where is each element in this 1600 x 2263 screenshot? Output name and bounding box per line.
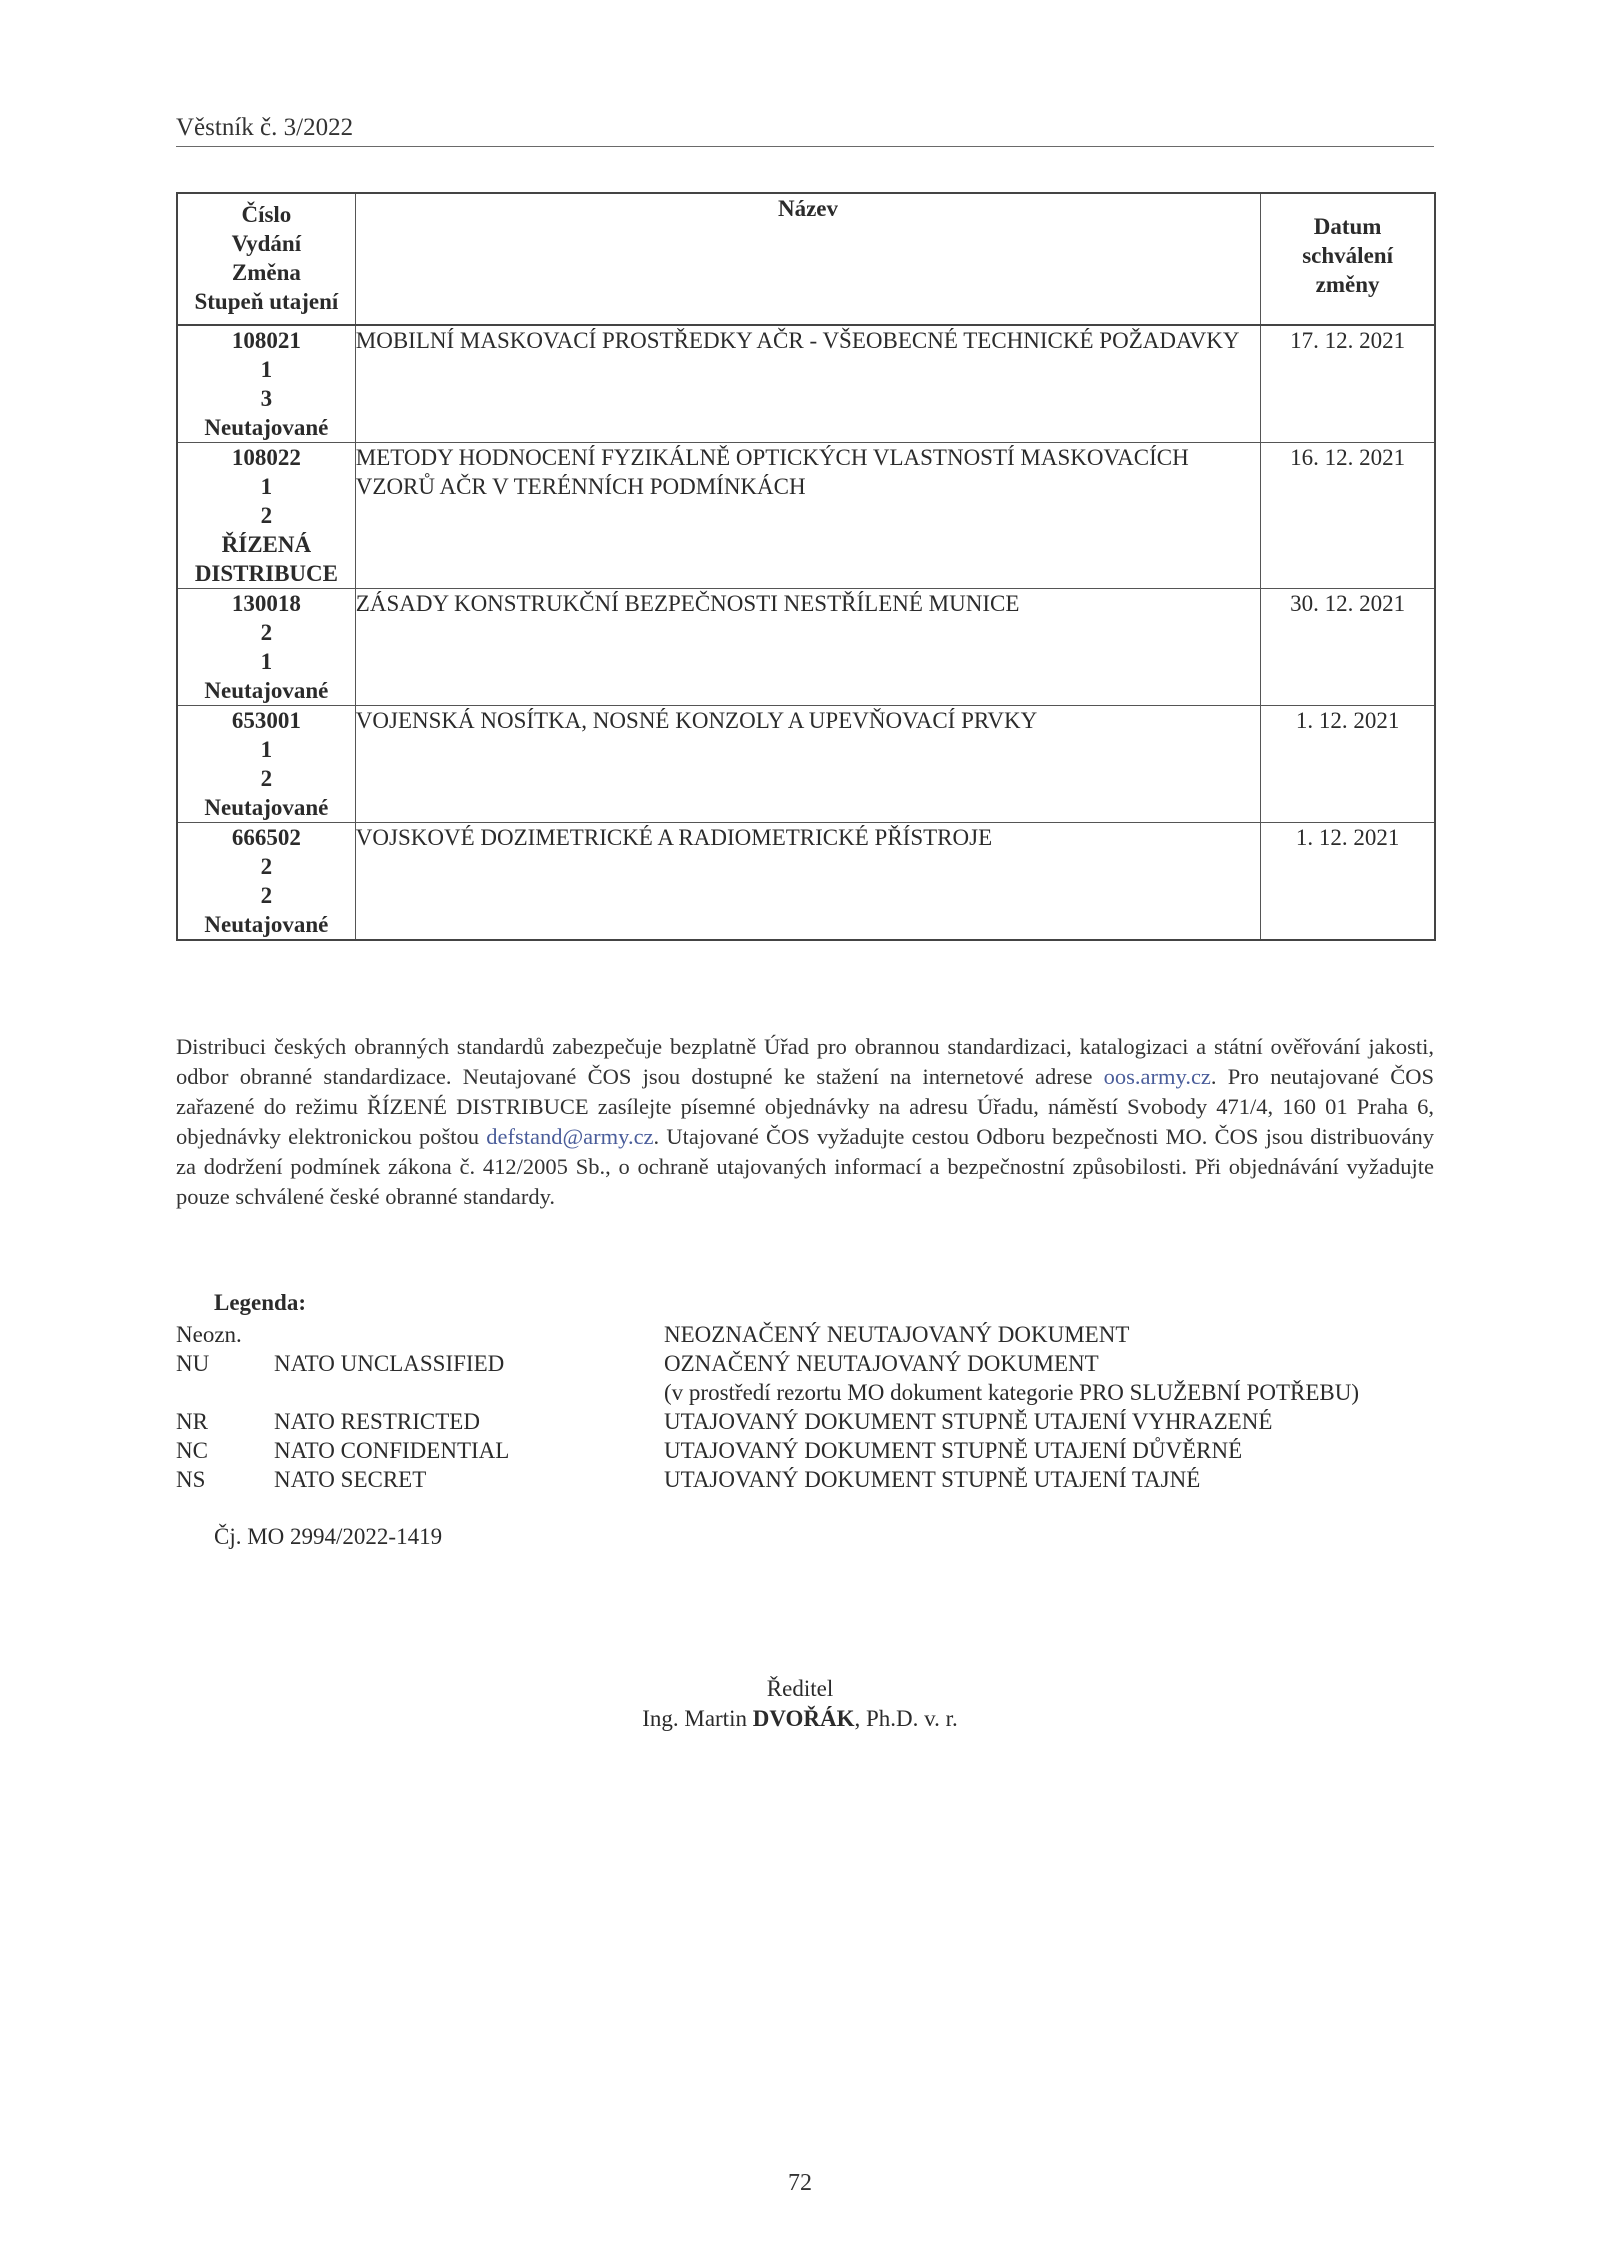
legend-nato-term: NATO SECRET: [274, 1467, 427, 1492]
legend-czech-term: UTAJOVANÝ DOKUMENT STUPNĚ UTAJENÍ DŮVĚRNÉ: [664, 1438, 1243, 1463]
approval-date: 17. 12. 2021: [1261, 325, 1435, 443]
signature-name: [0, 1704, 1600, 1734]
legend-czech-term: NEOZNAČENÝ NEUTAJOVANÝ DOKUMENT: [664, 1322, 1130, 1347]
edition: 1: [260, 474, 273, 499]
approval-date: 1. 12. 2021: [1261, 823, 1435, 941]
legend-nato-term: NATO RESTRICTED: [274, 1409, 480, 1434]
standard-number: 653001: [231, 708, 301, 733]
reference-number: Čj. MO 2994/2022-1419: [214, 1524, 443, 1549]
legend-abbreviation: NC: [176, 1438, 208, 1463]
standard-number: 666502: [231, 825, 301, 850]
table-row: [177, 589, 1435, 706]
standard-name: ZÁSADY KONSTRUKČNÍ BEZPEČNOSTI NESTŘÍLENÉ MUNICE: [355, 589, 1260, 706]
header-divider: [176, 146, 1434, 147]
table-row: [177, 325, 1435, 443]
header-date-line: Datum: [1313, 214, 1382, 239]
paragraph-text: . Pro neutajované ČOS zařazené do režimu ŘÍZENÉ DISTRIBUCE zasílejte písemné objednávky na adresu Úřadu, náměstí Svobody 471/4, 160 01 Praha 6, objednávky elektronickou poštou: [176, 1064, 1434, 1149]
signature-role: Ředitel: [766, 1676, 834, 1701]
standard-number: 130018: [231, 591, 301, 616]
approval-date: 1. 12. 2021: [1261, 706, 1435, 823]
legend-czech-term: (v prostředí rezortu MO dokument kategorie PRO SLUŽEBNÍ POTŘEBU): [664, 1380, 1360, 1405]
header-id-line: Vydání: [231, 231, 302, 256]
edition: 1: [260, 357, 273, 382]
legend-abbreviation: NU: [176, 1351, 210, 1376]
paragraph-text: Distribuci českých obranných standardů zabezpečuje bezplatně Úřad pro obrannou standardizaci, katalogizaci a státní ověřování jakosti, odbor obranné standardizace. Neutajované ČOS jsou dostupné ke stažení na internetové adrese: [176, 1034, 1434, 1089]
journal-title: Věstník č. 3/2022: [176, 114, 354, 141]
table-header-row: [177, 193, 1435, 325]
standards-table: [176, 192, 1436, 941]
amendment: 2: [260, 883, 273, 908]
table-row: [177, 443, 1435, 589]
standard-name: VOJENSKÁ NOSÍTKA, NOSNÉ KONZOLY A UPEVŇOVACÍ PRVKY: [355, 706, 1260, 823]
legend-nato-term: NATO CONFIDENTIAL: [274, 1438, 510, 1463]
header-id-line: Stupeň utajení: [194, 289, 339, 314]
legend-title: Legenda:: [214, 1290, 306, 1315]
edition: 1: [260, 737, 273, 762]
signature-surname: DVOŘÁK: [752, 1706, 855, 1731]
approval-date: 30. 12. 2021: [1261, 589, 1435, 706]
legend-abbreviation: NS: [176, 1467, 206, 1492]
legend-row: [176, 1465, 1476, 1494]
classification: Neutajované: [204, 678, 329, 703]
signature-name-suffix: , Ph.D. v. r.: [854, 1706, 958, 1731]
edition: 2: [260, 854, 273, 879]
legend-czech-term: OZNAČENÝ NEUTAJOVANÝ DOKUMENT: [664, 1351, 1099, 1376]
classification: DISTRIBUCE: [194, 561, 338, 586]
standard-id-cell: [177, 443, 355, 589]
website-link[interactable]: oos.army.cz: [1103, 1064, 1211, 1089]
amendment: 2: [260, 766, 273, 791]
legend-abbreviation: Neozn.: [176, 1322, 242, 1347]
legend-list: [176, 1320, 1476, 1494]
signature-name-prefix: Ing. Martin: [642, 1706, 753, 1731]
classification: Neutajované: [204, 912, 329, 937]
header-date-column: [1261, 193, 1435, 325]
standard-number: 108022: [231, 445, 301, 470]
amendment: 2: [260, 503, 273, 528]
edition: 2: [260, 620, 273, 645]
header-name-column: Název: [355, 193, 1260, 325]
table-row: [177, 706, 1435, 823]
header-id-line: Číslo: [241, 202, 292, 227]
classification: ŘÍZENÁ: [221, 532, 312, 557]
classification: Neutajované: [204, 795, 329, 820]
approval-date: 16. 12. 2021: [1261, 443, 1435, 589]
legend-abbreviation: NR: [176, 1409, 208, 1434]
paragraph-text: . Utajované ČOS vyžadujte cestou Odboru bezpečnosti MO. ČOS jsou distribuovány za dodržení podmínek zákona č. 412/2005 Sb., o ochraně utajovaných informací a bezpečnostní způsobilosti. Při objednávání vyžadujte pouze schválené české obranné standardy.: [176, 1124, 1434, 1209]
standard-number: 108021: [231, 328, 301, 353]
legend-nato-term: NATO UNCLASSIFIED: [274, 1351, 505, 1376]
header-date-line: změny: [1315, 272, 1380, 297]
table-row: [177, 823, 1435, 941]
legend-row: [176, 1320, 1476, 1349]
legend-row: [176, 1349, 1476, 1378]
standard-name: MOBILNÍ MASKOVACÍ PROSTŘEDKY AČR - VŠEOBECNÉ TECHNICKÉ POŽADAVKY: [355, 325, 1260, 443]
standard-id-cell: [177, 823, 355, 941]
legend-czech-term: UTAJOVANÝ DOKUMENT STUPNĚ UTAJENÍ TAJNÉ: [664, 1467, 1201, 1492]
legend-row: [176, 1436, 1476, 1465]
amendment: 3: [260, 386, 273, 411]
header-id-line: Změna: [231, 260, 301, 285]
header-id-column: [177, 193, 355, 325]
standard-id-cell: [177, 706, 355, 823]
legend-row: [176, 1378, 1476, 1407]
legend-row: [176, 1407, 1476, 1436]
amendment: 1: [260, 649, 273, 674]
standard-id-cell: [177, 325, 355, 443]
email-link[interactable]: defstand@army.cz: [486, 1124, 654, 1149]
page-number: 72: [788, 2170, 812, 2196]
distribution-paragraph: [176, 1032, 1434, 1212]
standard-id-cell: [177, 589, 355, 706]
standard-name: METODY HODNOCENÍ FYZIKÁLNĚ OPTICKÝCH VLASTNOSTÍ MASKOVACÍCH VZORŮ AČR V TERÉNNÍCH PODMÍNKÁCH: [355, 443, 1260, 589]
legend-czech-term: UTAJOVANÝ DOKUMENT STUPNĚ UTAJENÍ VYHRAZENÉ: [664, 1409, 1273, 1434]
header-date-line: schválení: [1302, 243, 1393, 268]
standard-name: VOJSKOVÉ DOZIMETRICKÉ A RADIOMETRICKÉ PŘÍSTROJE: [355, 823, 1260, 941]
classification: Neutajované: [204, 415, 329, 440]
